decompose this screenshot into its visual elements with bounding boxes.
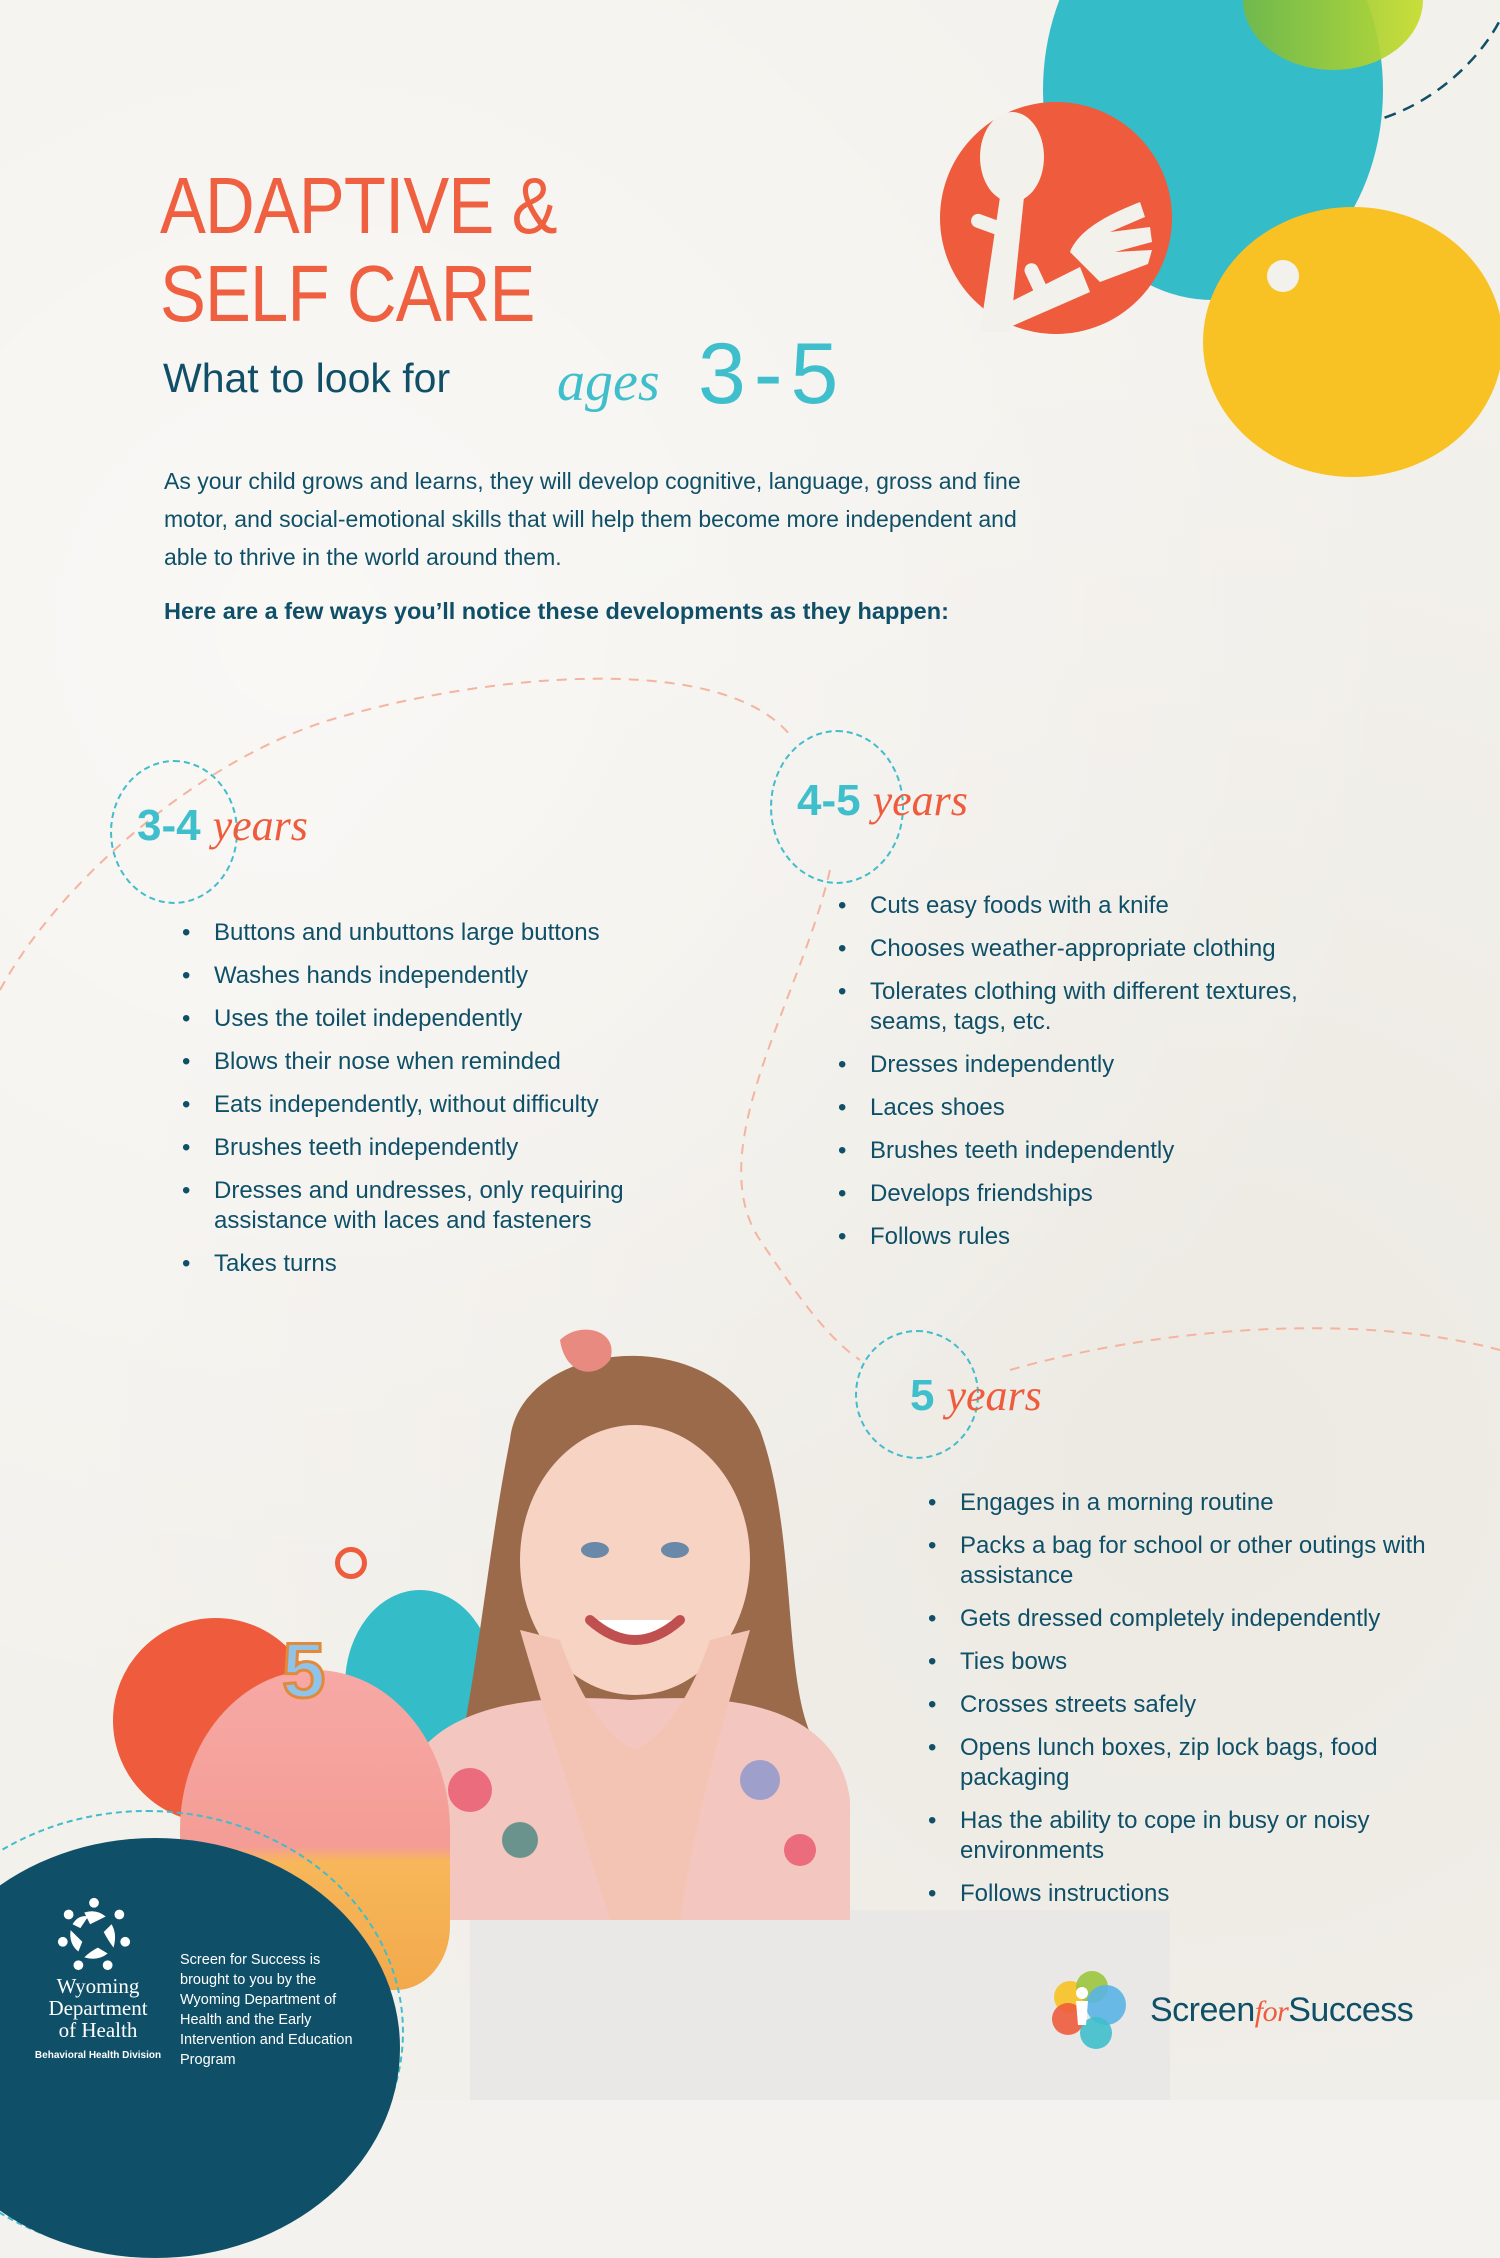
list-item: • Develops friendships	[838, 1179, 1378, 1209]
intro-paragraph: As your child grows and learns, they will develop cognitive, language, gross and fine motor, and social-emotional skills that will help them become more independent and able to thrive in the world around them.	[164, 468, 1021, 570]
list-item: • Packs a bag for school or other outings with assistance	[928, 1531, 1448, 1591]
candle-number: 5	[282, 1626, 326, 1714]
brand-success: Success	[1288, 1991, 1414, 2029]
list-item: • Blows their nose when reminded	[182, 1047, 682, 1077]
decorative-dot	[1267, 260, 1299, 292]
page-title	[160, 162, 557, 338]
decorative-circle-yellow	[1203, 207, 1500, 477]
list-item: • Has the ability to cope in busy or noisy environments	[928, 1806, 1448, 1866]
list-item: • Eats independently, without difficulty	[182, 1090, 682, 1120]
brand-for: for	[1254, 1995, 1289, 2028]
org-name-line-2: Department	[48, 1996, 148, 2020]
section-age: 4-5	[797, 776, 861, 825]
list-item: • Buttons and unbuttons large buttons	[182, 918, 682, 948]
list-item: • Takes turns	[182, 1249, 682, 1279]
list-item: • Opens lunch boxes, zip lock bags, food packaging	[928, 1733, 1448, 1793]
screen-for-success-logo-icon	[1048, 1967, 1130, 2052]
list-item: • Chooses weather-appropriate clothing	[838, 934, 1378, 964]
list-item: • Laces shoes	[838, 1093, 1378, 1123]
list-item: • Dresses independently	[838, 1050, 1378, 1080]
decorative-ring	[335, 1547, 367, 1579]
section-5-heading	[910, 1370, 1042, 1421]
list-item: • Washes hands independently	[182, 961, 682, 991]
list-item: • Follows instructions	[928, 1879, 1448, 1909]
section-3-4-heading	[137, 800, 308, 851]
list-item: • Crosses streets safely	[928, 1690, 1448, 1720]
section-unit: years	[212, 801, 308, 850]
list-item: • Follows rules	[838, 1222, 1378, 1252]
subtitle: What to look for	[163, 355, 451, 401]
wyoming-doh-logo-icon	[55, 1895, 133, 1973]
list-item: • Tolerates clothing with different textures, seams, tags, etc.	[838, 977, 1378, 1037]
section-age: 5	[910, 1371, 935, 1420]
title-line-2: SELF CARE	[160, 249, 535, 338]
ages-label: ages	[557, 351, 660, 413]
intro-lead: Here are a few ways you’ll notice these developments as they happen:	[164, 598, 949, 624]
list-item: • Uses the toilet independently	[182, 1004, 682, 1034]
title-line-1: ADAPTIVE &	[160, 161, 557, 250]
org-name-line-3: of Health	[58, 2018, 138, 2042]
footer-blurb: Screen for Success is brought to you by the Wyoming Department of Health and the Early Intervention and Education Program	[180, 1952, 353, 2068]
list-item: • Brushes teeth independently	[838, 1136, 1378, 1166]
section-age: 3-4	[137, 801, 201, 850]
brand-screen: Screen	[1150, 1991, 1255, 2029]
list-item: • Engages in a morning routine	[928, 1488, 1448, 1518]
spoon-fork-icon	[940, 102, 1172, 334]
decorative-circle-red	[940, 102, 1172, 334]
list-item: • Dresses and undresses, only requiring assistance with laces and fasteners	[182, 1176, 682, 1236]
org-division: Behavioral Health Division	[34, 2050, 162, 2061]
girl-photo	[380, 1320, 860, 2020]
screen-for-success-wordmark	[1150, 1991, 1413, 2030]
section-4-5-list	[838, 891, 1378, 1265]
list-item: • Gets dressed completely independently	[928, 1604, 1448, 1634]
ages-range: 3-5	[698, 326, 847, 422]
section-unit: years	[946, 1371, 1042, 1420]
section-4-5-heading	[797, 775, 968, 826]
section-unit: years	[872, 776, 968, 825]
list-item: • Cuts easy foods with a knife	[838, 891, 1378, 921]
list-item: • Ties bows	[928, 1647, 1448, 1677]
section-5-list	[928, 1488, 1448, 1922]
org-name	[28, 1975, 168, 2041]
section-3-4-list	[182, 918, 682, 1292]
org-name-line-1: Wyoming	[56, 1974, 140, 1998]
list-item: • Brushes teeth independently	[182, 1133, 682, 1163]
